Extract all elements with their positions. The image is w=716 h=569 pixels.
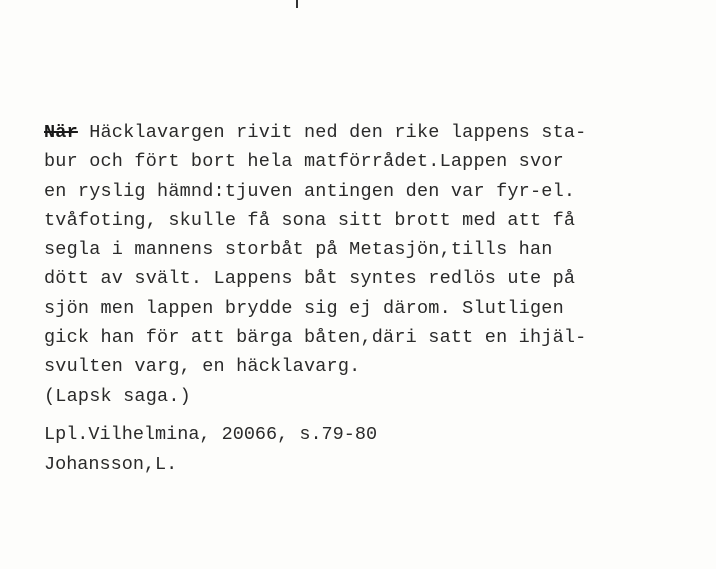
struck-word: När	[44, 122, 78, 143]
story-text	[44, 118, 587, 411]
story-line-4: tvåfoting, skulle få sona sitt brott med att få	[44, 209, 576, 231]
story-line-9: svulten varg, en häcklavarg.	[44, 356, 361, 378]
story-line-1-text: Häcklavargen rivit ned den rike lappens sta-	[77, 122, 587, 143]
card-top-mark	[296, 0, 298, 8]
reference-block	[44, 420, 377, 480]
collector-name: Johansson,L.	[44, 454, 178, 475]
story-line-5: segla i mannens storbåt på Metasjön,tills han	[44, 239, 553, 261]
story-line-2: bur och fört bort hela matförrådet.Lappen svor	[44, 151, 564, 173]
story-line-1	[44, 118, 587, 147]
story-genre-note: (Lapsk saga.)	[44, 385, 191, 407]
story-line-7: sjön men lappen brydde sig ej därom. Slutligen	[44, 297, 564, 319]
story-line-8: gick han för att bärga båten,däri satt en ihjäl-	[44, 327, 587, 349]
story-line-3: en ryslig hämnd:tjuven antingen den var fyr-el.	[44, 180, 576, 202]
source-reference: Lpl.Vilhelmina, 20066, s.79-80	[44, 424, 378, 445]
story-line-6: dött av svält. Lappens båt syntes redlös ute på	[44, 268, 576, 290]
